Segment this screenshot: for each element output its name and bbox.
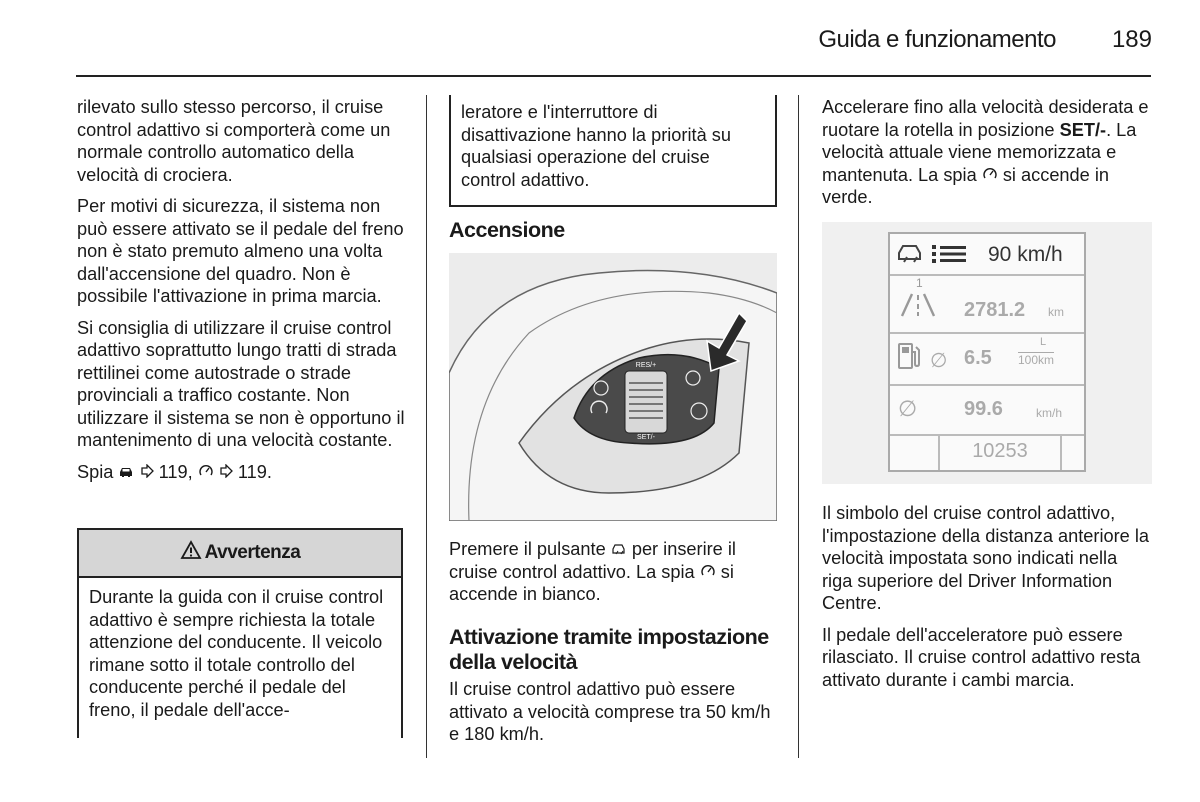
page-reference-2[interactable]: 119. — [237, 461, 272, 482]
set-text-b: . La velocità attuale viene memorizzata e mantenuta. La spia — [822, 119, 1137, 185]
warning-triangle-icon — [180, 540, 202, 566]
column-1 — [77, 96, 405, 492]
dic-avg-speed: 99.6 — [964, 398, 1003, 420]
paragraph-acc-behavior: rilevato sullo stesso percorso, il cruise control adattivo si comporterà come un normale controllo automatico della velocità di crociera. — [77, 97, 391, 185]
dic-row-odometer — [890, 434, 1084, 470]
press-text-c: si accende in bianco. — [449, 561, 734, 604]
dic-speed: 90 km/h — [988, 243, 1063, 266]
dic-row-speed — [890, 234, 1084, 276]
heading-attivazione: Attivazione tramite impostazione della velocità — [449, 625, 769, 674]
dic-cell-left — [890, 434, 940, 470]
reference-arrow-icon — [140, 461, 154, 484]
paragraph-recommendation: Si consiglia di utilizzare il cruise control adattivo soprattutto lungo tratti di strada rettilinei come autostrade o strade provinciali a traffico costante. Non utilizzare il sistema se non è opportuno il mantenimento di una velocità costante. — [77, 317, 405, 450]
dic-display — [888, 232, 1086, 472]
spia-label: Spia — [77, 461, 114, 482]
paragraph-safety: Per motivi di sicurezza, il sistema non può essere attivato se il pedale del freno non è stato premuto almeno una volta dall'accensione del quadro. Non è possibile l'attivazione in prima marcia. — [77, 196, 404, 306]
dic-fuel: 6.5 — [964, 347, 992, 369]
fuel-pump-icon — [898, 342, 920, 375]
paragraph-set-speed — [822, 96, 1152, 209]
page-header-title: Guida e funzionamento — [818, 26, 1056, 53]
acc-car-icon — [611, 538, 627, 561]
dic-trip-unit: km — [1048, 305, 1064, 319]
dic-trip: 2781.2 — [964, 299, 1026, 321]
set-text-c: si accende in verde. — [822, 164, 1109, 207]
cruise-control-icon — [982, 164, 998, 187]
set-text-a: Accelerare fino alla velocità desiderata e ruotare la rotella in posizione — [822, 97, 1149, 140]
page-reference-1[interactable]: 119, — [158, 461, 193, 482]
paragraph-accelerator-release: Il pedale dell'acceleratore può essere rilasciato. Il cruise control adattivo resta attivato durante i cambi marcia. — [822, 624, 1141, 690]
heading-accensione: Accensione — [449, 218, 565, 242]
column-3-lower — [822, 502, 1152, 700]
dic-row-fuel — [890, 332, 1084, 386]
driver-information-centre-illustration — [822, 222, 1152, 484]
road-icon — [898, 292, 938, 323]
wheel-label-set: SET/- — [637, 434, 655, 441]
warning-header — [79, 530, 401, 578]
paragraph-dic-symbols: Il simbolo del cruise control adattivo, l'impostazione della distanza anteriore la velocità impostata sono indicati nella riga superiore del Driver Information Centre. — [822, 503, 1149, 613]
average-diameter-icon: ∅ — [930, 350, 948, 372]
warning-box — [77, 528, 403, 738]
cruise-control-icon — [700, 561, 716, 584]
dic-row-avg-speed — [890, 384, 1084, 436]
paragraph-speed-range: Il cruise control adattivo può essere attivato a velocità comprese tra 50 km/h e 180 km/h. — [449, 679, 771, 744]
dic-odometer: 10253 — [972, 440, 1028, 462]
dic-trip-index: 1 — [916, 276, 923, 290]
press-text-a: Premere il pulsante — [449, 539, 606, 559]
wheel-label-res: RES/+ — [635, 362, 657, 369]
column-divider-1 — [426, 95, 427, 758]
steering-wheel-illustration — [449, 253, 777, 521]
acc-car-icon — [896, 242, 926, 269]
car-icon — [118, 461, 134, 484]
dic-row-trip — [890, 274, 1084, 334]
paragraph-press-button — [449, 538, 777, 606]
reference-arrow-icon — [219, 461, 233, 484]
dic-avg-unit: km/h — [1036, 406, 1063, 420]
warning-title: Avvertenza — [204, 542, 301, 563]
cruise-control-icon — [198, 461, 214, 484]
page-number: 189 — [1111, 26, 1152, 53]
distance-bars-icon — [932, 245, 966, 268]
dic-cell-right — [1060, 434, 1086, 470]
press-text-b: per inserire il cruise control adattivo. La spia — [449, 539, 736, 582]
dic-fuel-unit-top: L — [1040, 336, 1047, 348]
warning-text: Durante la guida con il cruise control adattivo è sempre richiesta la totale attenzione del conducente. Il veicolo rimane sotto il totale controllo del conducente perché il pedale del freno, il pedale dell'acce- — [89, 587, 384, 720]
average-diameter-icon: ∅ — [898, 396, 918, 421]
spia-references — [77, 461, 405, 484]
warning-continuation-box: leratore e l'interruttore di disattivazione hanno la priorità su qualsiasi operazione del cruise control adattivo. — [449, 95, 777, 207]
header-rule — [76, 75, 1151, 77]
column-divider-2 — [798, 95, 799, 758]
dic-fuel-unit-bottom: 100km — [1018, 353, 1055, 367]
set-bold: SET/- — [1059, 119, 1107, 140]
